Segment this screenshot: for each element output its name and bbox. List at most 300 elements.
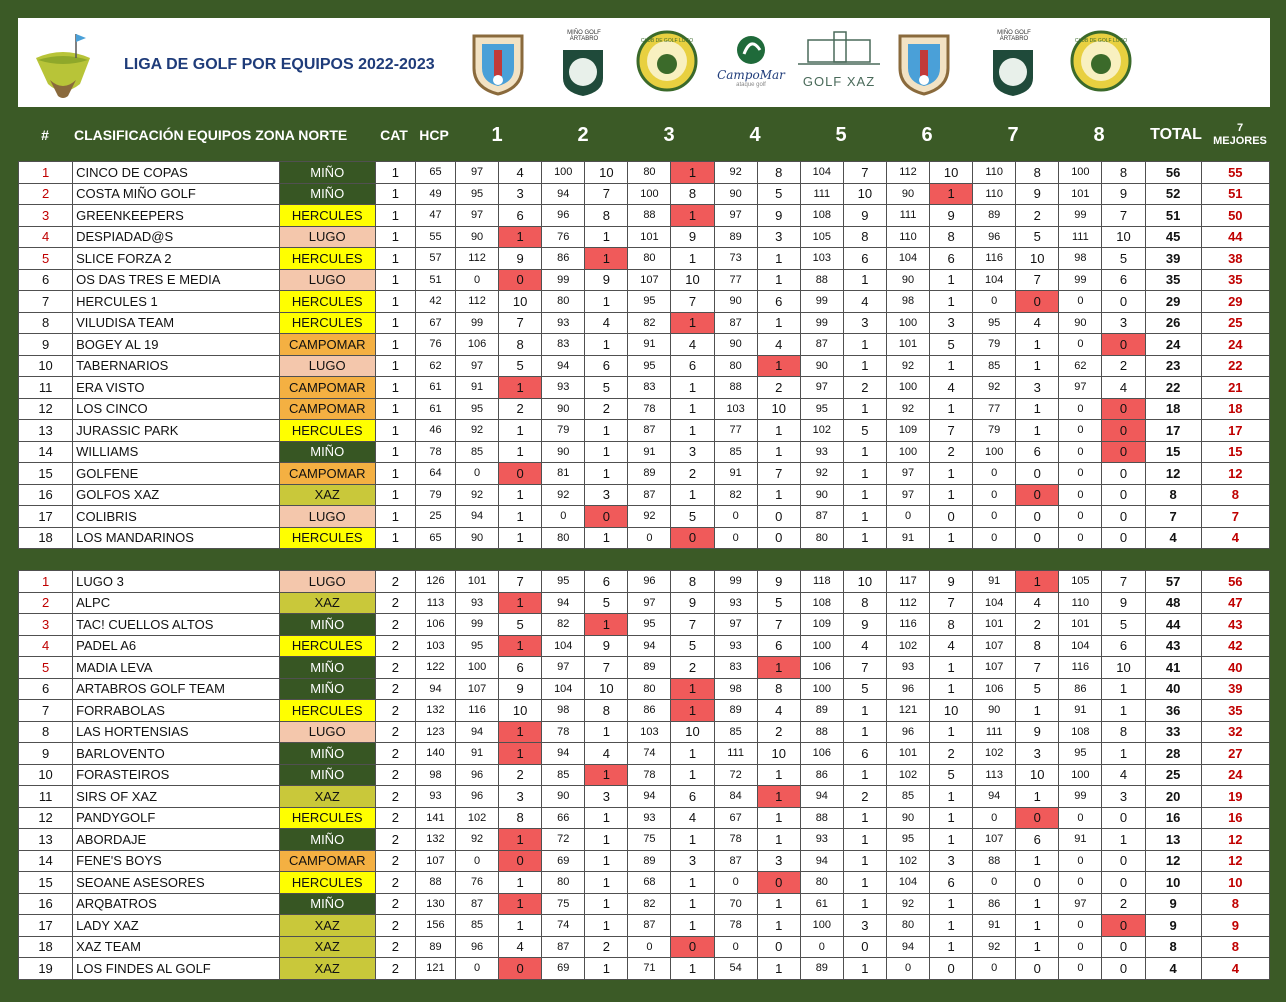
team-name-cell: DESPIADAD@S <box>73 226 279 248</box>
round-5-points-cell: 1 <box>843 700 886 722</box>
round-1-points-cell: 2 <box>499 764 542 786</box>
round-5-strokes-cell: 88 <box>800 807 843 829</box>
hcp-header: HCP <box>419 127 449 143</box>
total-cell: 52 <box>1145 183 1201 205</box>
round-1-strokes-cell: 100 <box>456 657 499 679</box>
rank-cell: 15 <box>19 463 73 485</box>
round-4-points-cell: 5 <box>757 592 800 614</box>
table-row <box>19 377 1270 399</box>
best-seven-cell: 32 <box>1201 721 1269 743</box>
round-2-points-cell: 1 <box>585 893 628 915</box>
round-1-strokes-cell: 102 <box>456 807 499 829</box>
round-6-points-cell: 1 <box>930 355 973 377</box>
rank-cell: 4 <box>19 226 73 248</box>
round-8-points-cell: 2 <box>1102 893 1145 915</box>
round-8-points-cell: 1 <box>1102 700 1145 722</box>
round-8-points-cell: 7 <box>1102 571 1145 593</box>
best-seven-cell: 47 <box>1201 592 1269 614</box>
round-2-strokes-cell: 94 <box>542 355 585 377</box>
round-5-points-cell: 2 <box>843 786 886 808</box>
round-1-strokes-cell: 0 <box>456 958 499 980</box>
round-3-strokes-cell: 97 <box>628 592 671 614</box>
club-cell: MIÑO <box>279 614 375 636</box>
cat-cell: 1 <box>375 506 415 528</box>
club-cell: CAMPOMAR <box>279 850 375 872</box>
best-header <box>1210 112 1270 158</box>
round-6-points-cell: 3 <box>930 312 973 334</box>
hcp-cell: 132 <box>415 700 455 722</box>
total-cell: 45 <box>1145 226 1201 248</box>
round-1-strokes-cell: 85 <box>456 915 499 937</box>
team-name-cell: SIRS OF XAZ <box>73 786 279 808</box>
total-cell: 4 <box>1145 958 1201 980</box>
round-6-points-cell: 4 <box>930 377 973 399</box>
round-7-strokes-cell: 107 <box>973 829 1016 851</box>
round-2-strokes-cell: 93 <box>542 377 585 399</box>
round-1-strokes-cell: 116 <box>456 700 499 722</box>
hcp-cell: 57 <box>415 248 455 270</box>
round-7-strokes-cell: 0 <box>973 527 1016 549</box>
total-cell: 28 <box>1145 743 1201 765</box>
round-3-points-cell: 6 <box>671 786 714 808</box>
table-row <box>19 764 1270 786</box>
best-seven-cell: 4 <box>1201 958 1269 980</box>
round-8-points-cell: 0 <box>1102 807 1145 829</box>
club-cell: XAZ <box>279 786 375 808</box>
round-2-strokes-cell: 79 <box>542 420 585 442</box>
round-1-strokes-cell: 96 <box>456 936 499 958</box>
cat-cell: 1 <box>375 527 415 549</box>
round-2-points-cell: 1 <box>585 291 628 313</box>
round-4-points-cell: 0 <box>757 527 800 549</box>
round-8-strokes-cell: 108 <box>1059 721 1102 743</box>
club-cell: HERCULES <box>279 291 375 313</box>
round-4-points-cell: 1 <box>757 484 800 506</box>
golf-xaz-logo <box>794 30 884 89</box>
round-6-strokes-cell: 116 <box>886 614 929 636</box>
round-4-strokes-cell: 89 <box>714 700 757 722</box>
round-8-strokes-cell: 100 <box>1059 764 1102 786</box>
round-7-points-cell: 2 <box>1016 614 1059 636</box>
round-8-points-cell: 9 <box>1102 183 1145 205</box>
round-8-points-cell: 7 <box>1102 205 1145 227</box>
rank-cell: 13 <box>19 829 73 851</box>
table-row <box>19 334 1270 356</box>
mino-logo-text: MIÑO GOLF ÁRTABRO <box>567 30 601 42</box>
round-5-strokes-cell: 86 <box>800 764 843 786</box>
round-6-points-cell: 1 <box>930 678 973 700</box>
round-4-points-cell: 7 <box>757 463 800 485</box>
round-2-strokes-cell: 99 <box>542 269 585 291</box>
table-row <box>19 893 1270 915</box>
best-seven-cell: 19 <box>1201 786 1269 808</box>
round-7-strokes-cell: 88 <box>973 850 1016 872</box>
round-2-strokes-cell: 66 <box>542 807 585 829</box>
round-7-strokes-cell: 89 <box>973 205 1016 227</box>
round-2-points-cell: 1 <box>585 334 628 356</box>
round-6-points-cell: 1 <box>930 463 973 485</box>
round-7-points-cell: 3 <box>1016 743 1059 765</box>
round-5-points-cell: 1 <box>843 398 886 420</box>
round-6-strokes-cell: 109 <box>886 420 929 442</box>
round-4-strokes-cell: 98 <box>714 678 757 700</box>
round-8-points-cell: 0 <box>1102 850 1145 872</box>
round-3-strokes-cell: 101 <box>628 226 671 248</box>
cat-cell: 2 <box>375 872 415 894</box>
round-5-strokes-cell: 99 <box>800 312 843 334</box>
round-4-points-cell: 4 <box>757 334 800 356</box>
round-7-points-cell: 1 <box>1016 850 1059 872</box>
best-seven-cell: 22 <box>1201 355 1269 377</box>
round-8-strokes-cell: 0 <box>1059 506 1102 528</box>
hcp-cell: 113 <box>415 592 455 614</box>
round-header-3: 3 <box>663 123 675 146</box>
round-3-points-cell: 1 <box>671 829 714 851</box>
team-name-cell: TAC! CUELLOS ALTOS <box>73 614 279 636</box>
round-4-strokes-cell: 99 <box>714 571 757 593</box>
round-4-strokes-cell: 85 <box>714 441 757 463</box>
round-1-points-cell: 10 <box>499 291 542 313</box>
round-8-strokes-cell: 0 <box>1059 958 1102 980</box>
total-cell: 17 <box>1145 420 1201 442</box>
round-6-points-cell: 0 <box>930 958 973 980</box>
best-seven-cell: 50 <box>1201 205 1269 227</box>
team-name-cell: HERCULES 1 <box>73 291 279 313</box>
round-2-strokes-cell: 104 <box>542 678 585 700</box>
round-6-points-cell: 1 <box>930 915 973 937</box>
round-1-points-cell: 4 <box>499 936 542 958</box>
round-2-points-cell: 1 <box>585 850 628 872</box>
hcp-cell: 79 <box>415 484 455 506</box>
round-4-points-cell: 10 <box>757 743 800 765</box>
round-3-points-cell: 1 <box>671 893 714 915</box>
round-2-points-cell: 4 <box>585 312 628 334</box>
total-cell: 51 <box>1145 205 1201 227</box>
round-7-points-cell: 0 <box>1016 807 1059 829</box>
round-5-strokes-cell: 109 <box>800 614 843 636</box>
round-8-strokes-cell: 0 <box>1059 441 1102 463</box>
round-3-strokes-cell: 75 <box>628 829 671 851</box>
round-8-points-cell: 0 <box>1102 291 1145 313</box>
round-6-strokes-cell: 96 <box>886 721 929 743</box>
round-3-points-cell: 1 <box>671 872 714 894</box>
round-3-points-cell: 5 <box>671 506 714 528</box>
team-name-cell: ERA VISTO <box>73 377 279 399</box>
round-6-points-cell: 9 <box>930 205 973 227</box>
rank-cell: 4 <box>19 635 73 657</box>
round-1-strokes-cell: 94 <box>456 506 499 528</box>
club-cell: MIÑO <box>279 743 375 765</box>
round-5-strokes-cell: 90 <box>800 355 843 377</box>
round-8-strokes-cell: 0 <box>1059 850 1102 872</box>
round-2-points-cell: 6 <box>585 355 628 377</box>
round-1-strokes-cell: 99 <box>456 614 499 636</box>
round-4-points-cell: 1 <box>757 420 800 442</box>
round-2-strokes-cell: 104 <box>542 635 585 657</box>
round-3-strokes-cell: 89 <box>628 850 671 872</box>
round-7-points-cell: 1 <box>1016 398 1059 420</box>
round-2-points-cell: 10 <box>585 678 628 700</box>
round-2-strokes-cell: 86 <box>542 248 585 270</box>
round-3-points-cell: 5 <box>671 635 714 657</box>
round-4-strokes-cell: 84 <box>714 786 757 808</box>
rank-cell: 14 <box>19 441 73 463</box>
round-6-points-cell: 1 <box>930 484 973 506</box>
hcp-cell: 89 <box>415 936 455 958</box>
round-5-points-cell: 8 <box>843 226 886 248</box>
round-5-strokes-cell: 104 <box>800 162 843 184</box>
cat-cell: 1 <box>375 334 415 356</box>
round-4-points-cell: 0 <box>757 506 800 528</box>
cat-cell: 2 <box>375 721 415 743</box>
round-3-points-cell: 8 <box>671 183 714 205</box>
round-1-points-cell: 3 <box>499 786 542 808</box>
round-1-strokes-cell: 99 <box>456 312 499 334</box>
round-3-points-cell: 1 <box>671 377 714 399</box>
round-7-strokes-cell: 110 <box>973 183 1016 205</box>
round-6-strokes-cell: 101 <box>886 334 929 356</box>
rank-cell: 8 <box>19 721 73 743</box>
round-4-strokes-cell: 103 <box>714 398 757 420</box>
round-8-strokes-cell: 86 <box>1059 678 1102 700</box>
round-5-strokes-cell: 80 <box>800 527 843 549</box>
round-4-points-cell: 9 <box>757 571 800 593</box>
round-2-points-cell: 1 <box>585 441 628 463</box>
team-header: CLASIFICACIÓN EQUIPOS ZONA NORTE <box>74 127 348 143</box>
round-6-points-cell: 5 <box>930 334 973 356</box>
round-4-points-cell: 6 <box>757 635 800 657</box>
round-2-points-cell: 1 <box>585 248 628 270</box>
round-7-strokes-cell: 104 <box>973 269 1016 291</box>
round-6-strokes-cell: 96 <box>886 678 929 700</box>
round-6-strokes-cell: 112 <box>886 592 929 614</box>
round-2-strokes-cell: 83 <box>542 334 585 356</box>
round-4-strokes-cell: 85 <box>714 721 757 743</box>
round-7-points-cell: 1 <box>1016 936 1059 958</box>
round-7-strokes-cell: 104 <box>973 592 1016 614</box>
round-1-points-cell: 1 <box>499 721 542 743</box>
round-1-strokes-cell: 94 <box>456 721 499 743</box>
round-1-points-cell: 1 <box>499 915 542 937</box>
round-6-points-cell: 8 <box>930 614 973 636</box>
round-6-points-cell: 1 <box>930 269 973 291</box>
round-6-strokes-cell: 90 <box>886 269 929 291</box>
round-2-strokes-cell: 69 <box>542 850 585 872</box>
round-5-strokes-cell: 118 <box>800 571 843 593</box>
round-1-strokes-cell: 92 <box>456 829 499 851</box>
round-7-points-cell: 5 <box>1016 678 1059 700</box>
round-3-strokes-cell: 86 <box>628 700 671 722</box>
round-1-strokes-cell: 95 <box>456 635 499 657</box>
best-header-bottom: MEJORES <box>1213 135 1267 147</box>
cat-cell: 1 <box>375 205 415 227</box>
round-3-points-cell: 2 <box>671 463 714 485</box>
round-6-strokes-cell: 85 <box>886 786 929 808</box>
cat-cell: 2 <box>375 958 415 980</box>
hcp-cell: 126 <box>415 571 455 593</box>
round-2-strokes-cell: 76 <box>542 226 585 248</box>
best-seven-cell: 12 <box>1201 463 1269 485</box>
best-seven-cell: 12 <box>1201 829 1269 851</box>
team-name-cell: FORASTEIROS <box>73 764 279 786</box>
round-8-strokes-cell: 100 <box>1059 162 1102 184</box>
round-8-points-cell: 2 <box>1102 355 1145 377</box>
round-5-strokes-cell: 108 <box>800 205 843 227</box>
round-2-points-cell: 0 <box>585 506 628 528</box>
cat-cell: 1 <box>375 312 415 334</box>
round-5-points-cell: 4 <box>843 635 886 657</box>
hcp-cell: 65 <box>415 527 455 549</box>
round-8-points-cell: 0 <box>1102 441 1145 463</box>
round-8-points-cell: 0 <box>1102 463 1145 485</box>
round-5-points-cell: 1 <box>843 829 886 851</box>
rank-cell: 16 <box>19 484 73 506</box>
round-5-strokes-cell: 111 <box>800 183 843 205</box>
round-1-points-cell: 1 <box>499 893 542 915</box>
round-3-strokes-cell: 71 <box>628 958 671 980</box>
hcp-cell: 51 <box>415 269 455 291</box>
rank-cell: 6 <box>19 678 73 700</box>
round-1-points-cell: 10 <box>499 700 542 722</box>
round-2-strokes-cell: 80 <box>542 291 585 313</box>
round-7-strokes-cell: 77 <box>973 398 1016 420</box>
round-3-strokes-cell: 80 <box>628 248 671 270</box>
round-4-strokes-cell: 0 <box>714 506 757 528</box>
table-row <box>19 635 1270 657</box>
round-7-points-cell: 6 <box>1016 829 1059 851</box>
team-name-cell: BARLOVENTO <box>73 743 279 765</box>
total-cell: 26 <box>1145 312 1201 334</box>
round-8-strokes-cell: 111 <box>1059 226 1102 248</box>
round-1-strokes-cell: 106 <box>456 334 499 356</box>
round-7-points-cell: 9 <box>1016 183 1059 205</box>
total-cell: 29 <box>1145 291 1201 313</box>
round-4-points-cell: 5 <box>757 183 800 205</box>
team-name-cell: FENE'S BOYS <box>73 850 279 872</box>
table-row <box>19 700 1270 722</box>
round-5-strokes-cell: 80 <box>800 872 843 894</box>
rank-cell: 12 <box>19 398 73 420</box>
campomar-logo-sub: ataque golf <box>736 82 766 88</box>
round-5-strokes-cell: 94 <box>800 786 843 808</box>
round-1-points-cell: 5 <box>499 355 542 377</box>
team-name-cell: LOS MANDARINOS <box>73 527 279 549</box>
rank-cell: 16 <box>19 893 73 915</box>
table-row <box>19 829 1270 851</box>
round-6-points-cell: 1 <box>930 183 973 205</box>
round-6-strokes-cell: 93 <box>886 657 929 679</box>
round-7-strokes-cell: 91 <box>973 915 1016 937</box>
best-seven-cell: 29 <box>1201 291 1269 313</box>
round-3-points-cell: 1 <box>671 205 714 227</box>
cat-cell: 2 <box>375 764 415 786</box>
round-8-points-cell: 4 <box>1102 377 1145 399</box>
round-2-strokes-cell: 94 <box>542 592 585 614</box>
round-1-strokes-cell: 0 <box>456 850 499 872</box>
round-5-strokes-cell: 88 <box>800 269 843 291</box>
team-name-cell: ARTABROS GOLF TEAM <box>73 678 279 700</box>
round-3-strokes-cell: 96 <box>628 571 671 593</box>
round-1-points-cell: 0 <box>499 850 542 872</box>
rank-header: # <box>41 127 49 143</box>
round-4-points-cell: 0 <box>757 872 800 894</box>
hcp-cell: 65 <box>415 162 455 184</box>
round-1-points-cell: 6 <box>499 205 542 227</box>
rank-cell: 11 <box>19 377 73 399</box>
cat-cell: 2 <box>375 850 415 872</box>
total-cell: 33 <box>1145 721 1201 743</box>
best-seven-cell: 51 <box>1201 183 1269 205</box>
round-8-points-cell: 3 <box>1102 312 1145 334</box>
round-7-points-cell: 5 <box>1016 226 1059 248</box>
round-7-strokes-cell: 0 <box>973 807 1016 829</box>
round-7-strokes-cell: 106 <box>973 678 1016 700</box>
golf-xaz-logo-text: GOLF XAZ <box>802 74 876 89</box>
round-8-points-cell: 1 <box>1102 829 1145 851</box>
cat-cell: 2 <box>375 635 415 657</box>
table-row <box>19 915 1270 937</box>
best-seven-cell: 21 <box>1201 377 1269 399</box>
table-row <box>19 355 1270 377</box>
round-7-points-cell: 1 <box>1016 786 1059 808</box>
hcp-cell: 46 <box>415 420 455 442</box>
round-2-points-cell: 1 <box>585 721 628 743</box>
rank-cell: 19 <box>19 958 73 980</box>
round-6-points-cell: 6 <box>930 248 973 270</box>
table-row <box>19 657 1270 679</box>
rank-cell: 10 <box>19 355 73 377</box>
table-row <box>19 484 1270 506</box>
round-6-strokes-cell: 121 <box>886 700 929 722</box>
lugo-logo-text: CLUB DE GOLF LUGO <box>640 38 694 44</box>
team-name-cell: XAZ TEAM <box>73 936 279 958</box>
round-3-strokes-cell: 94 <box>628 786 671 808</box>
team-name-cell: JURASSIC PARK <box>73 420 279 442</box>
round-8-strokes-cell: 95 <box>1059 743 1102 765</box>
round-2-points-cell: 1 <box>585 915 628 937</box>
best-seven-cell: 24 <box>1201 334 1269 356</box>
round-5-points-cell: 10 <box>843 183 886 205</box>
team-name-cell: GOLFENE <box>73 463 279 485</box>
team-name-cell: LUGO 3 <box>73 571 279 593</box>
round-5-points-cell: 1 <box>843 355 886 377</box>
cat-cell: 2 <box>375 915 415 937</box>
round-8-points-cell: 9 <box>1102 592 1145 614</box>
round-3-points-cell: 4 <box>671 807 714 829</box>
table-row <box>19 850 1270 872</box>
table-row <box>19 441 1270 463</box>
round-7-points-cell: 6 <box>1016 441 1059 463</box>
club-cell: LUGO <box>279 721 375 743</box>
best-seven-cell: 40 <box>1201 657 1269 679</box>
best-seven-cell: 7 <box>1201 506 1269 528</box>
cat-cell: 1 <box>375 484 415 506</box>
round-7-points-cell: 10 <box>1016 764 1059 786</box>
hcp-cell: 98 <box>415 764 455 786</box>
table-row <box>19 226 1270 248</box>
round-6-points-cell: 0 <box>930 506 973 528</box>
round-4-points-cell: 3 <box>757 850 800 872</box>
round-4-strokes-cell: 91 <box>714 463 757 485</box>
team-name-cell: TABERNARIOS <box>73 355 279 377</box>
team-name-cell: WILLIAMS <box>73 441 279 463</box>
round-4-strokes-cell: 0 <box>714 936 757 958</box>
table-row <box>19 398 1270 420</box>
round-1-points-cell: 7 <box>499 312 542 334</box>
hcp-cell: 156 <box>415 915 455 937</box>
round-6-points-cell: 1 <box>930 527 973 549</box>
round-6-points-cell: 4 <box>930 635 973 657</box>
